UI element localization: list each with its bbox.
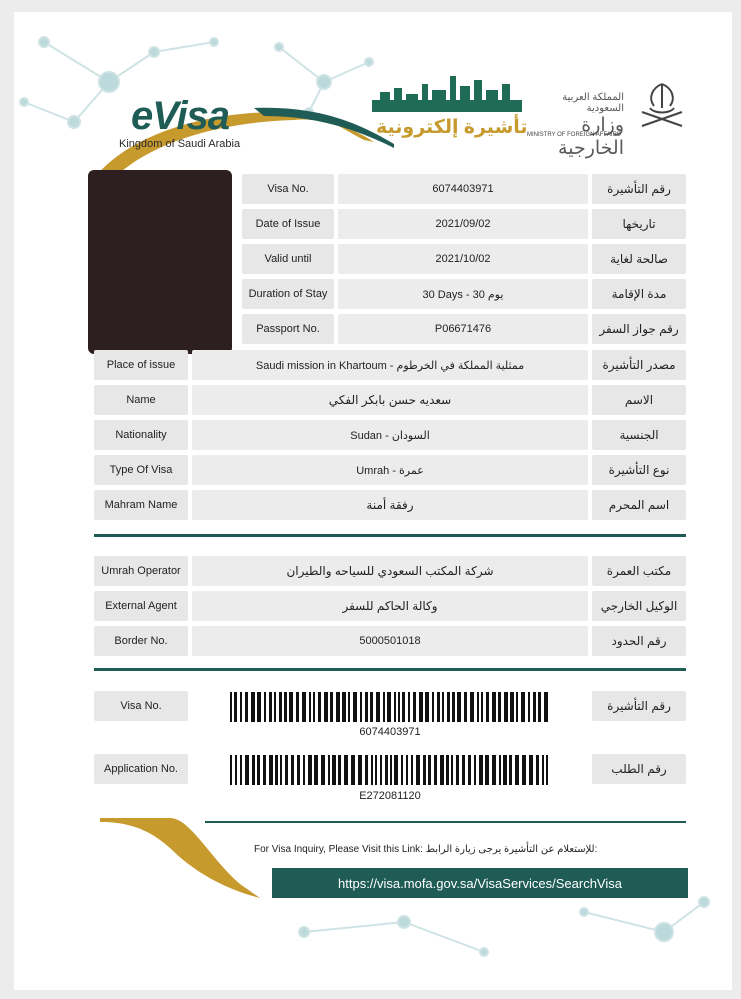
barcode-bar bbox=[515, 755, 519, 785]
barcode-bar bbox=[446, 755, 449, 785]
barcode-bar bbox=[264, 692, 266, 722]
label-duration: Duration of Stay bbox=[242, 279, 334, 309]
barcode-bar bbox=[479, 755, 483, 785]
barcode-bar bbox=[375, 755, 377, 785]
barcode-bar bbox=[330, 692, 333, 722]
barcode-bar bbox=[358, 755, 362, 785]
barcode-bar bbox=[457, 692, 461, 722]
mofa-english: MINISTRY OF FOREIGN AFFAIRS bbox=[527, 132, 621, 138]
label-visa-no: Visa No. bbox=[242, 174, 334, 204]
barcode-bar bbox=[440, 755, 444, 785]
label-type-of-visa: Type Of Visa bbox=[94, 455, 188, 485]
barcode-bar bbox=[536, 755, 539, 785]
barcode-bar bbox=[279, 692, 282, 722]
barcode-bar bbox=[291, 755, 294, 785]
barcode-bar bbox=[321, 755, 325, 785]
barcode-bar bbox=[252, 755, 255, 785]
barcode-bar bbox=[360, 692, 362, 722]
label-ar-valid-until: صالحة لغاية bbox=[592, 244, 686, 274]
value-nationality: Sudan - السودان bbox=[192, 420, 588, 450]
barcode-bar bbox=[235, 755, 237, 785]
barcode-bar bbox=[230, 692, 232, 722]
label-ar-passport-no: رقم جواز السفر bbox=[592, 314, 686, 344]
label-ar-duration: مدة الإقامة bbox=[592, 279, 686, 309]
application-no-barcode bbox=[228, 755, 552, 785]
label-ar-mahram-name: اسم المحرم bbox=[592, 490, 686, 520]
inquiry-text: For Visa Inquiry, Please Visit this Link: للإستعلام عن التأشيرة يرجى زيارة الرابط: bbox=[254, 844, 598, 855]
barcode-bar bbox=[234, 692, 237, 722]
separator-2 bbox=[94, 668, 686, 671]
barcode-bar bbox=[285, 755, 288, 785]
barcode-bar bbox=[456, 755, 459, 785]
value-umrah-operator: شركة المكتب السعودي للسياحه والطيران bbox=[192, 556, 588, 586]
barcode-bar bbox=[498, 692, 501, 722]
barcode-bar bbox=[503, 755, 507, 785]
barcode-bar bbox=[376, 692, 380, 722]
barcode-bar bbox=[398, 692, 400, 722]
barcode-bar bbox=[257, 692, 261, 722]
inquiry-link[interactable]: https://visa.mofa.gov.sa/VisaServices/SearchVisa bbox=[272, 868, 688, 898]
barcode-bar bbox=[485, 755, 489, 785]
value-date-of-issue: 2021/09/02 bbox=[338, 209, 588, 239]
applicant-photo-redacted bbox=[88, 170, 232, 354]
barcode-bar bbox=[394, 755, 398, 785]
barcode-bar bbox=[230, 755, 232, 785]
barcode-bar bbox=[365, 755, 368, 785]
barcode-bar bbox=[428, 755, 431, 785]
barcode-bar bbox=[533, 692, 536, 722]
barcode-bar bbox=[251, 692, 255, 722]
separator-1 bbox=[94, 534, 686, 537]
label-ar-barcode-visa-no: رقم التأشيرة bbox=[592, 691, 686, 721]
label-place-of-issue: Place of issue bbox=[94, 350, 188, 380]
barcode-bar bbox=[434, 755, 437, 785]
barcode-bar bbox=[425, 692, 429, 722]
mofa-arabic-top: المملكة العربية السعودية bbox=[562, 92, 624, 114]
barcode-bar bbox=[275, 755, 278, 785]
barcode-bar bbox=[394, 692, 396, 722]
label-ar-nationality: الجنسية bbox=[592, 420, 686, 450]
barcode-bar bbox=[474, 755, 476, 785]
barcode-bar bbox=[522, 755, 526, 785]
barcode-bar bbox=[284, 692, 287, 722]
label-ar-date-of-issue: تاريخها bbox=[592, 209, 686, 239]
barcode-bar bbox=[303, 755, 305, 785]
barcode-bar bbox=[324, 692, 328, 722]
barcode-bar bbox=[318, 692, 321, 722]
mofa-arabic bbox=[524, 92, 624, 160]
decorative-network-bottom bbox=[284, 892, 724, 990]
label-ar-application-no: رقم الطلب bbox=[592, 754, 686, 784]
barcode-bar bbox=[401, 755, 403, 785]
barcode-bar bbox=[447, 692, 450, 722]
barcode-visa-no-number: 6074403971 bbox=[359, 726, 421, 738]
barcode-bar bbox=[274, 692, 276, 722]
barcode-bar bbox=[332, 755, 336, 785]
barcode-bar bbox=[504, 692, 508, 722]
barcode-bar bbox=[383, 692, 385, 722]
barcode-bar bbox=[351, 755, 355, 785]
barcode-bar bbox=[245, 755, 249, 785]
barcode-bar bbox=[297, 755, 300, 785]
label-border-no: Border No. bbox=[94, 626, 188, 656]
barcode-bar bbox=[516, 692, 518, 722]
label-ar-name: الاسم bbox=[592, 385, 686, 415]
barcode-bar bbox=[486, 692, 489, 722]
barcode-bar bbox=[308, 755, 312, 785]
barcode-bar bbox=[499, 755, 501, 785]
value-mahram-name: رفقة أمنة bbox=[192, 490, 588, 520]
barcode-bar bbox=[468, 755, 471, 785]
value-duration: 30 Days - 30 يوم bbox=[338, 279, 588, 309]
label-application-no: Application No. bbox=[94, 754, 188, 784]
barcode-bar bbox=[257, 755, 260, 785]
barcode-bar bbox=[464, 692, 467, 722]
barcode-bar bbox=[387, 692, 391, 722]
barcode-bar bbox=[416, 755, 420, 785]
barcode-bar bbox=[542, 755, 544, 785]
barcode-bar bbox=[470, 692, 474, 722]
barcode-bar bbox=[544, 692, 548, 722]
label-ar-external-agent: الوكيل الخارجي bbox=[592, 591, 686, 621]
barcode-bar bbox=[353, 692, 357, 722]
barcode-bar bbox=[240, 755, 242, 785]
barcode-bar bbox=[492, 755, 496, 785]
value-visa-no: 6074403971 bbox=[338, 174, 588, 204]
barcode-bar bbox=[302, 692, 306, 722]
barcode-bar bbox=[269, 692, 272, 722]
barcode-bar bbox=[380, 755, 382, 785]
label-ar-border-no: رقم الحدود bbox=[592, 626, 686, 656]
barcode-bar bbox=[510, 692, 514, 722]
barcode-bar bbox=[289, 692, 293, 722]
value-external-agent: وكالة الحاكم للسفر bbox=[192, 591, 588, 621]
barcode-application-no-number: E272081120 bbox=[359, 790, 421, 802]
barcode-bar bbox=[451, 755, 453, 785]
visa-no-barcode bbox=[228, 692, 552, 722]
evisa-logo-text: eVisa bbox=[131, 94, 230, 138]
barcode-bar bbox=[342, 692, 346, 722]
visa-document bbox=[14, 12, 732, 990]
barcode-bar bbox=[492, 692, 496, 722]
barcode-bar bbox=[437, 692, 440, 722]
barcode-bar bbox=[481, 692, 483, 722]
barcode-bar bbox=[338, 755, 341, 785]
barcode-bar bbox=[280, 755, 282, 785]
barcode-bar bbox=[314, 755, 318, 785]
barcode-bar bbox=[546, 755, 548, 785]
label-ar-umrah-operator: مكتب العمرة bbox=[592, 556, 686, 586]
barcode-bar bbox=[313, 692, 315, 722]
barcode-bar bbox=[296, 692, 299, 722]
label-mahram-name: Mahram Name bbox=[94, 490, 188, 520]
label-ar-type-of-visa: نوع التأشيرة bbox=[592, 455, 686, 485]
barcode-bar bbox=[406, 755, 408, 785]
label-date-of-issue: Date of Issue bbox=[242, 209, 334, 239]
skyline-icon bbox=[372, 74, 522, 114]
barcode-bar bbox=[462, 755, 465, 785]
value-passport-no: P06671476 bbox=[338, 314, 588, 344]
barcode-bar bbox=[348, 692, 350, 722]
label-umrah-operator: Umrah Operator bbox=[94, 556, 188, 586]
barcode-bar bbox=[442, 692, 444, 722]
barcode-bar bbox=[402, 692, 405, 722]
barcode-bar bbox=[371, 755, 373, 785]
barcode-bar bbox=[423, 755, 426, 785]
barcode-bar bbox=[529, 755, 533, 785]
saudi-emblem-icon bbox=[634, 78, 690, 140]
barcode-bar bbox=[245, 692, 248, 722]
barcode-bar bbox=[408, 692, 410, 722]
barcode-bar bbox=[432, 692, 434, 722]
label-valid-until: Valid until bbox=[242, 244, 334, 274]
value-type-of-visa: Umrah - عمرة bbox=[192, 455, 588, 485]
barcode-bar bbox=[344, 755, 348, 785]
barcode-bar bbox=[269, 755, 273, 785]
barcode-bar bbox=[240, 692, 242, 722]
label-nationality: Nationality bbox=[94, 420, 188, 450]
barcode-bar bbox=[528, 692, 530, 722]
barcode-bar bbox=[390, 755, 392, 785]
barcode-bar bbox=[413, 692, 416, 722]
country-line: Kingdom of Saudi Arabia bbox=[119, 138, 241, 150]
label-external-agent: External Agent bbox=[94, 591, 188, 621]
value-place-of-issue: Saudi mission in Khartoum - ممثلية المملكة في الخرطوم bbox=[192, 350, 588, 380]
label-barcode-visa-no: Visa No. bbox=[94, 691, 188, 721]
barcode-bar bbox=[365, 692, 368, 722]
value-border-no: 5000501018 bbox=[192, 626, 588, 656]
evisa-logo bbox=[119, 94, 279, 154]
barcode-bar bbox=[509, 755, 512, 785]
barcode-bar bbox=[477, 692, 479, 722]
barcode-bar bbox=[538, 692, 541, 722]
label-name: Name bbox=[94, 385, 188, 415]
label-passport-no: Passport No. bbox=[242, 314, 334, 344]
mofa-arabic-main: وزارة الخارجية bbox=[558, 115, 624, 159]
barcode-bar bbox=[336, 692, 340, 722]
barcode-bar bbox=[411, 755, 413, 785]
barcode-bar bbox=[385, 755, 388, 785]
barcode-bar bbox=[328, 755, 330, 785]
barcode-bar bbox=[309, 692, 311, 722]
barcode-bar bbox=[370, 692, 373, 722]
label-ar-place-of-issue: مصدر التأشيرة bbox=[592, 350, 686, 380]
barcode-bar bbox=[521, 692, 525, 722]
value-valid-until: 2021/10/02 bbox=[338, 244, 588, 274]
barcode-bar bbox=[452, 692, 455, 722]
barcode-bar bbox=[419, 692, 423, 722]
value-name: سعديه حسن بابكر الفكي bbox=[192, 385, 588, 415]
barcode-bar bbox=[263, 755, 266, 785]
evisa-arabic-title: تأشيرة إلكترونية bbox=[376, 117, 528, 138]
label-ar-visa-no: رقم التأشيرة bbox=[592, 174, 686, 204]
